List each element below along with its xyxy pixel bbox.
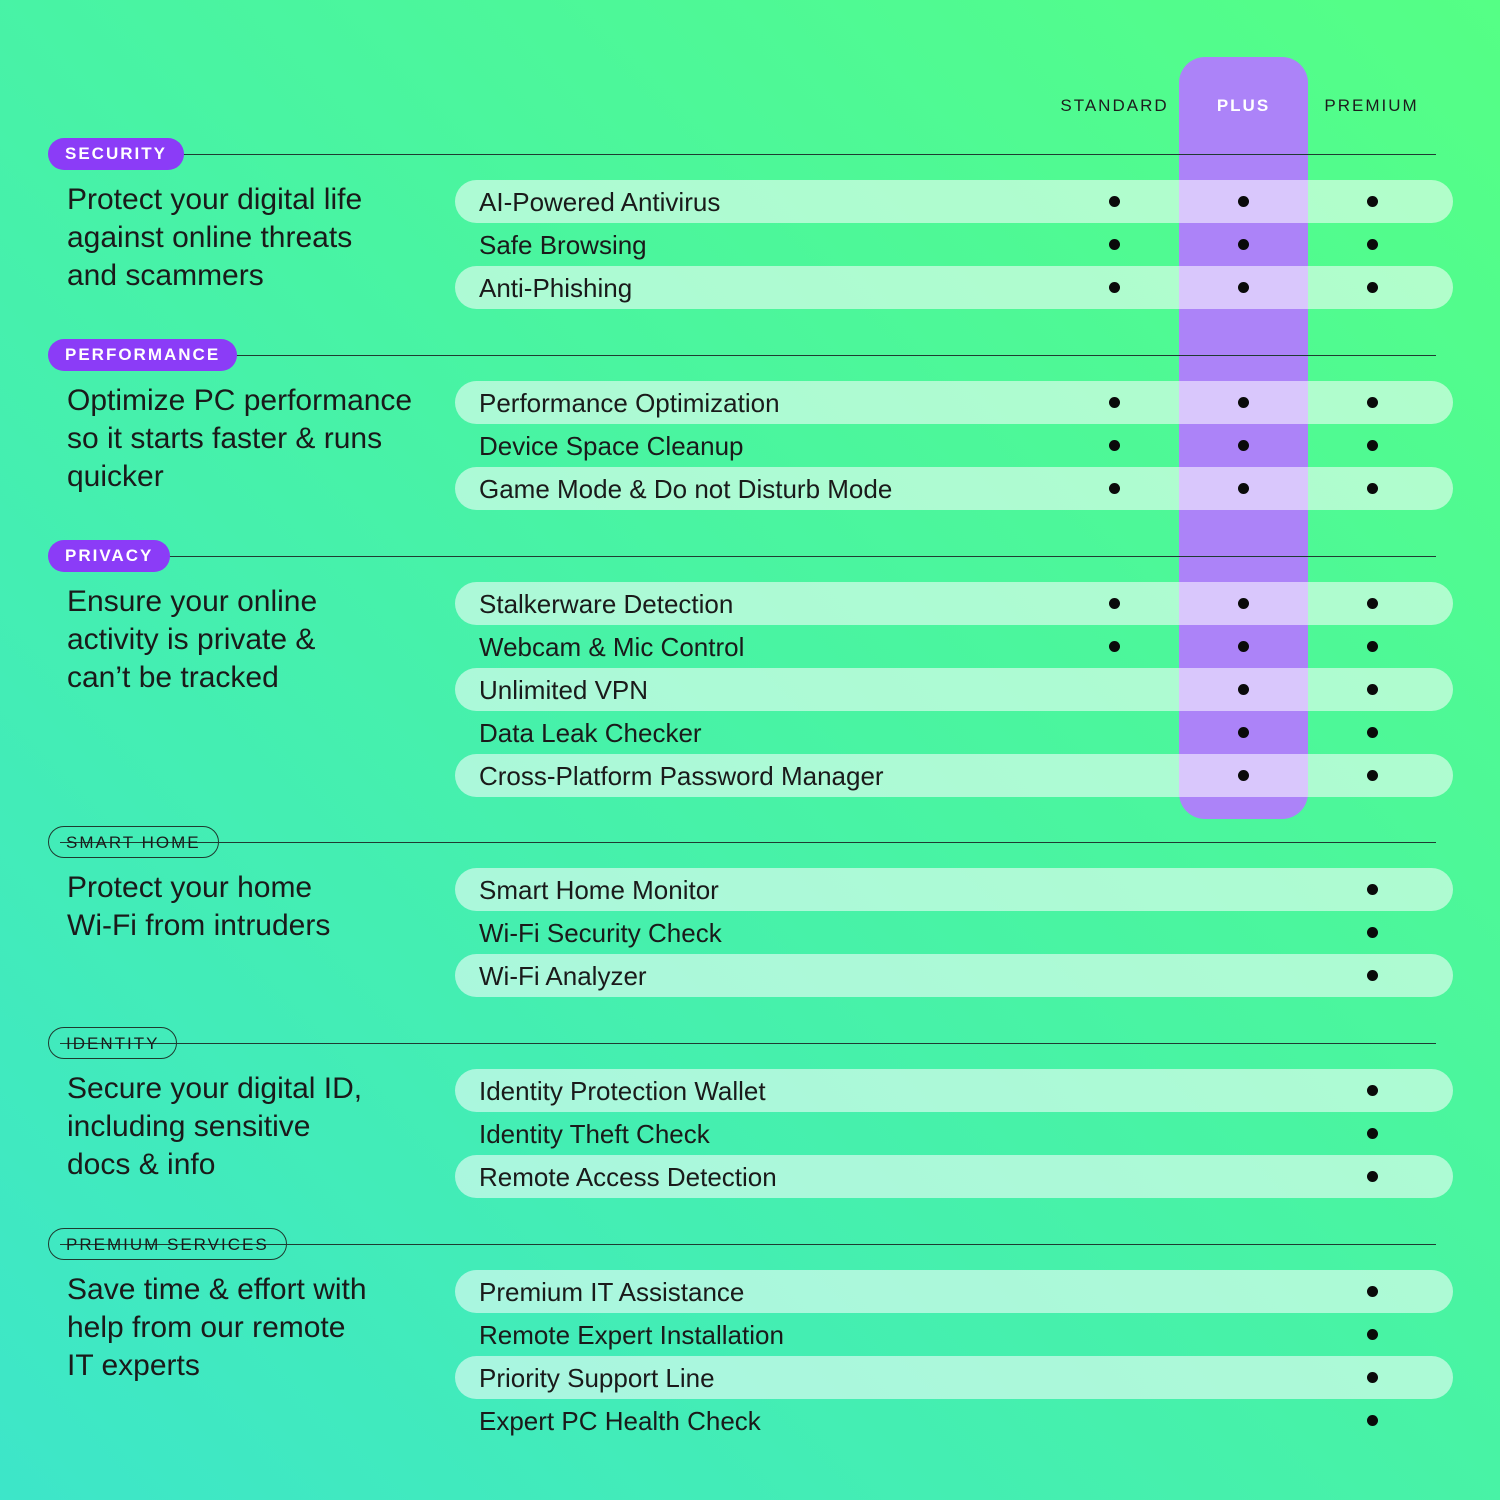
section-divider bbox=[60, 355, 1436, 356]
included-dot-premium bbox=[1367, 770, 1378, 781]
section-badge-performance: PERFORMANCE bbox=[48, 339, 237, 371]
included-dot-standard bbox=[1109, 440, 1120, 451]
included-dot-premium bbox=[1367, 927, 1378, 938]
included-dot-premium bbox=[1367, 641, 1378, 652]
included-dot-premium bbox=[1367, 1171, 1378, 1182]
section-badge-privacy: PRIVACY bbox=[48, 540, 170, 572]
feature-label-cross-platform-password-manager: Cross-Platform Password Manager bbox=[479, 761, 884, 791]
included-dot-premium bbox=[1367, 1286, 1378, 1297]
feature-label-identity-protection-wallet: Identity Protection Wallet bbox=[479, 1076, 766, 1106]
description-line: help from our remote bbox=[67, 1311, 346, 1344]
feature-label-webcam-and-mic-control: Webcam & Mic Control bbox=[479, 632, 745, 662]
feature-label-unlimited-vpn: Unlimited VPN bbox=[479, 675, 649, 705]
section-description bbox=[67, 583, 447, 697]
feature-label-anti-phishing: Anti-Phishing bbox=[479, 273, 633, 303]
included-dot-plus bbox=[1238, 684, 1249, 695]
description-line: Wi-Fi from intruders bbox=[67, 909, 331, 942]
section-divider bbox=[60, 842, 1436, 843]
included-dot-premium bbox=[1367, 970, 1378, 981]
feature-label-priority-support-line: Priority Support Line bbox=[479, 1363, 715, 1393]
plan-header-standard: STANDARD bbox=[1060, 96, 1169, 115]
included-dot-plus bbox=[1238, 483, 1249, 494]
feature-label-remote-access-detection: Remote Access Detection bbox=[479, 1162, 777, 1192]
feature-label-safe-browsing: Safe Browsing bbox=[479, 230, 647, 260]
feature-label-remote-expert-installation: Remote Expert Installation bbox=[479, 1320, 784, 1350]
feature-label-performance-optimization: Performance Optimization bbox=[479, 388, 780, 418]
included-dot-standard bbox=[1109, 196, 1120, 207]
section-description bbox=[67, 869, 447, 945]
section-divider bbox=[60, 1043, 1436, 1044]
description-line: and scammers bbox=[67, 259, 264, 292]
included-dot-premium bbox=[1367, 1329, 1378, 1340]
included-dot-premium bbox=[1367, 1085, 1378, 1096]
section-description bbox=[67, 181, 447, 295]
included-dot-premium bbox=[1367, 397, 1378, 408]
included-dot-premium bbox=[1367, 684, 1378, 695]
feature-label-data-leak-checker: Data Leak Checker bbox=[479, 718, 702, 748]
section-description bbox=[67, 382, 447, 496]
section-badge-smart-home: SMART HOME bbox=[48, 826, 219, 858]
included-dot-plus bbox=[1238, 196, 1249, 207]
description-line: Save time & effort with bbox=[67, 1273, 367, 1306]
included-dot-premium bbox=[1367, 282, 1378, 293]
feature-label-identity-theft-check: Identity Theft Check bbox=[479, 1119, 710, 1149]
plan-header-premium: PREMIUM bbox=[1324, 96, 1419, 115]
section-divider bbox=[60, 154, 1436, 155]
included-dot-premium bbox=[1367, 1372, 1378, 1383]
included-dot-plus bbox=[1238, 727, 1249, 738]
included-dot-standard bbox=[1109, 598, 1120, 609]
section-badge-identity: IDENTITY bbox=[48, 1027, 177, 1059]
feature-label-game-mode-and-do-not-disturb-mode: Game Mode & Do not Disturb Mode bbox=[479, 474, 893, 504]
included-dot-premium bbox=[1367, 239, 1378, 250]
included-dot-premium bbox=[1367, 1128, 1378, 1139]
included-dot-premium bbox=[1367, 196, 1378, 207]
included-dot-standard bbox=[1109, 239, 1120, 250]
included-dot-premium bbox=[1367, 483, 1378, 494]
description-line: can’t be tracked bbox=[67, 661, 279, 694]
description-line: Secure your digital ID, bbox=[67, 1072, 363, 1105]
plan-header-plus: PLUS bbox=[1216, 96, 1271, 115]
feature-label-expert-pc-health-check: Expert PC Health Check bbox=[479, 1406, 761, 1436]
included-dot-plus bbox=[1238, 397, 1249, 408]
included-dot-standard bbox=[1109, 483, 1120, 494]
feature-label-premium-it-assistance: Premium IT Assistance bbox=[479, 1277, 745, 1307]
section-description bbox=[67, 1070, 447, 1184]
included-dot-premium bbox=[1367, 1415, 1378, 1426]
description-line: quicker bbox=[67, 460, 164, 493]
description-line: Optimize PC performance bbox=[67, 384, 413, 417]
included-dot-standard bbox=[1109, 397, 1120, 408]
included-dot-premium bbox=[1367, 440, 1378, 451]
section-divider bbox=[60, 556, 1436, 557]
included-dot-plus bbox=[1238, 440, 1249, 451]
description-line: activity is private & bbox=[67, 623, 316, 656]
feature-label-stalkerware-detection: Stalkerware Detection bbox=[479, 589, 734, 619]
included-dot-plus bbox=[1238, 598, 1249, 609]
description-line: docs & info bbox=[67, 1148, 216, 1181]
description-line: IT experts bbox=[67, 1349, 200, 1382]
included-dot-premium bbox=[1367, 598, 1378, 609]
section-badge-premium-services: PREMIUM SERVICES bbox=[48, 1228, 287, 1260]
description-line: Protect your home bbox=[67, 871, 313, 904]
feature-label-smart-home-monitor: Smart Home Monitor bbox=[479, 875, 719, 905]
description-line: against online threats bbox=[67, 221, 353, 254]
feature-label-device-space-cleanup: Device Space Cleanup bbox=[479, 431, 744, 461]
included-dot-plus bbox=[1238, 770, 1249, 781]
included-dot-plus bbox=[1238, 239, 1249, 250]
section-badge-security: SECURITY bbox=[48, 138, 184, 170]
feature-label-wi-fi-security-check: Wi-Fi Security Check bbox=[479, 918, 722, 948]
included-dot-plus bbox=[1238, 282, 1249, 293]
feature-label-ai-powered-antivirus: AI-Powered Antivirus bbox=[479, 187, 721, 217]
included-dot-premium bbox=[1367, 884, 1378, 895]
feature-label-wi-fi-analyzer: Wi-Fi Analyzer bbox=[479, 961, 647, 991]
description-line: so it starts faster & runs bbox=[67, 422, 383, 455]
included-dot-premium bbox=[1367, 727, 1378, 738]
included-dot-standard bbox=[1109, 641, 1120, 652]
description-line: Ensure your online bbox=[67, 585, 318, 618]
included-dot-standard bbox=[1109, 282, 1120, 293]
included-dot-plus bbox=[1238, 641, 1249, 652]
description-line: Protect your digital life bbox=[67, 183, 363, 216]
section-description bbox=[67, 1271, 447, 1385]
description-line: including sensitive bbox=[67, 1110, 311, 1143]
